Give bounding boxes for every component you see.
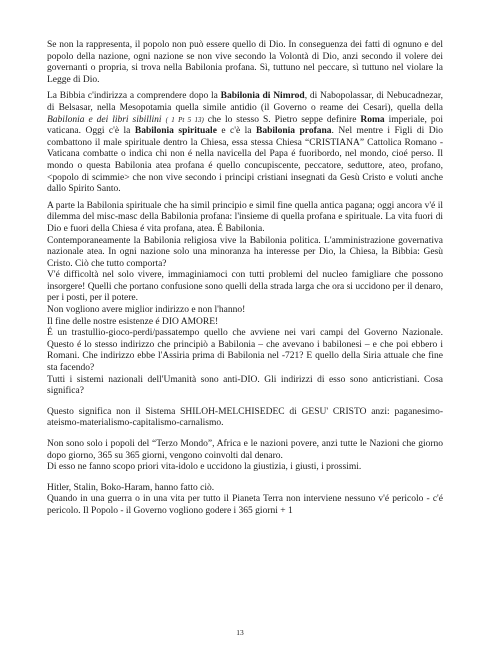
text-run: Quando in una guerra o in una vita per tutto il Pianeta Terra non interviene nessuno v'é pericolo - c'é pericolo. Il Popolo - il Governo vogliono godere i 365 giorni + 1 [47, 494, 443, 516]
paragraph-p11 [47, 439, 443, 462]
text-run: Contemporaneamente la Babilonia religiosa vive la Babilonia politica. L'amministrazione governativa nazionale atea. In ogni nazione solo una minoranza ha interesse per Dio, la Chiesa, la Bibbia: Gesù Cristo. Ciò che tutto comporta? [47, 235, 443, 269]
paragraph-p9 [47, 375, 443, 398]
text-run: A parte la Babilonia spirituale che ha simil principio e simil fine quella antica pagana; oggi ancora v'é il dilemma del misc-masc della Babilonia profana: l'insieme di quella profana e spirituale. La vita fuori di Dio e fuori della Chiesa é vita profana, atea. É Babilonia. [47, 200, 443, 234]
body-text [47, 40, 443, 518]
italic-term: Babilonia e dei libri sibillini [47, 114, 162, 125]
paragraph-p1 [47, 40, 443, 86]
text-run: . Nel mentre i Figli di Dio combattono il male spirituale dentro la Chiesa, essa stessa Chiesa “CRISTIANA” Cattolica Romano - Vaticana combatte o indica chi non é nella navicella del Papa é fuoribordo, nel mondo, cioé perso. Il mondo o questa Babilonia atea profana é quello concupiscente, peccatore, seduttore, ateo, profano, <popolo di scimmie> che non vive secondo i principi cristiani insegnati da Gesù Cristo e voluti anche dallo Spirito Santo. [47, 126, 443, 195]
text-run: V'é difficoltà nel solo vivere, immaginiamoci con tutti problemi del nucleo famigliare che possono insorgere! Quelli che portano confusione sono quelli della strada larga che ora si uccidono per il denaro, per i posti, per il potere. [47, 270, 443, 304]
text-run: Non vogliono avere miglior indirizzo e non l'hanno! [47, 305, 246, 316]
text-run: Tutti i sistemi nazionali dell'Umanità sono anti-DIO. Gli indirizzi di esso sono anticristiani. Cosa significa? [47, 374, 443, 397]
text-run: imperiale, poi vaticana. Oggi c'è la [47, 114, 443, 137]
text-run: É un trastullio-gioco-perdi/passatempo quello che avviene nei vari campi del Governo Nazionale. Questo é lo stesso indirizzo che principiò a Babilonia – che avevano i babilonesi – e che poi ebbero i Romani. Che indirizzo ebbe l'Assiria prima di Babilonia nel -721? E quello della Siria attuale che fine sta facendo? [47, 328, 443, 374]
paragraph-p13 [47, 483, 443, 495]
paragraph-p4 [47, 236, 443, 271]
paragraph-p2 [47, 91, 443, 195]
bold-term: Roma [360, 114, 385, 125]
paragraph-p3 [47, 201, 443, 236]
bold-term: Babilonia profana [255, 126, 332, 137]
paragraph-p14 [47, 494, 443, 517]
paragraph-p5 [47, 270, 443, 305]
bold-term: Babilonia di Nimrod [220, 91, 305, 102]
text-run: , di Nabopolassar, di Nebucadnezar, di Belsasar, nella Mesopotamia quella simile antidio (il Governo o reame dei Cesari), quella della [47, 91, 443, 113]
text-run: La Bibbia c'indirizza a comprendere dopo la [47, 91, 221, 102]
paragraph-p7 [47, 317, 443, 329]
text-run: Non sono solo i popoli del “Terzo Mondo”, Africa e le nazioni povere, anzi tutte le Nazioni che giorno dopo giorno, 365 su 365 giorni, vengono coinvolti dal denaro. [47, 439, 443, 461]
text-run: Il fine delle nostre esistenze é DIO AMORE! [47, 316, 219, 327]
paragraph-p6 [47, 305, 443, 317]
text-run: Di esso ne fanno scopo priori vita-idolo e uccidono la giustizia, i giusti, i prossimi. [47, 462, 362, 473]
text-run: Hitler, Stalin, Boko-Haram, hanno fatto ciò. [47, 482, 215, 493]
page-number: 13 [236, 628, 244, 637]
paragraph-p10 [47, 407, 443, 430]
text-run: e c'è la [216, 126, 256, 137]
italic-term: ( 1 Pt 5 13) [165, 115, 204, 124]
text-run: Se non la rappresenta, il popolo non può essere quello di Dio. In conseguenza dei fatti di ognuno e del popolo della nazione, ogni nazione se non vive secondo la Volontà di Dio, anzi secondo il volere dei governanti o propria, si trova nella Babilonia profana. Sì, tuttuno nel peccare, sì tuttuno nel violare la Legge di Dio. [47, 40, 443, 85]
bold-term: Babilonia spirituale [134, 126, 217, 137]
text-run: Questo significa non il Sistema SHILOH-MELCHISEDEC di GESU' CRISTO anzi: paganesimo-ateismo-materialismo-capitalismo-carnalismo. [47, 406, 443, 429]
text-run: che lo stesso S. Pietro seppe definire [203, 114, 361, 125]
paragraph-p8 [47, 328, 443, 374]
paragraph-p12 [47, 462, 443, 474]
